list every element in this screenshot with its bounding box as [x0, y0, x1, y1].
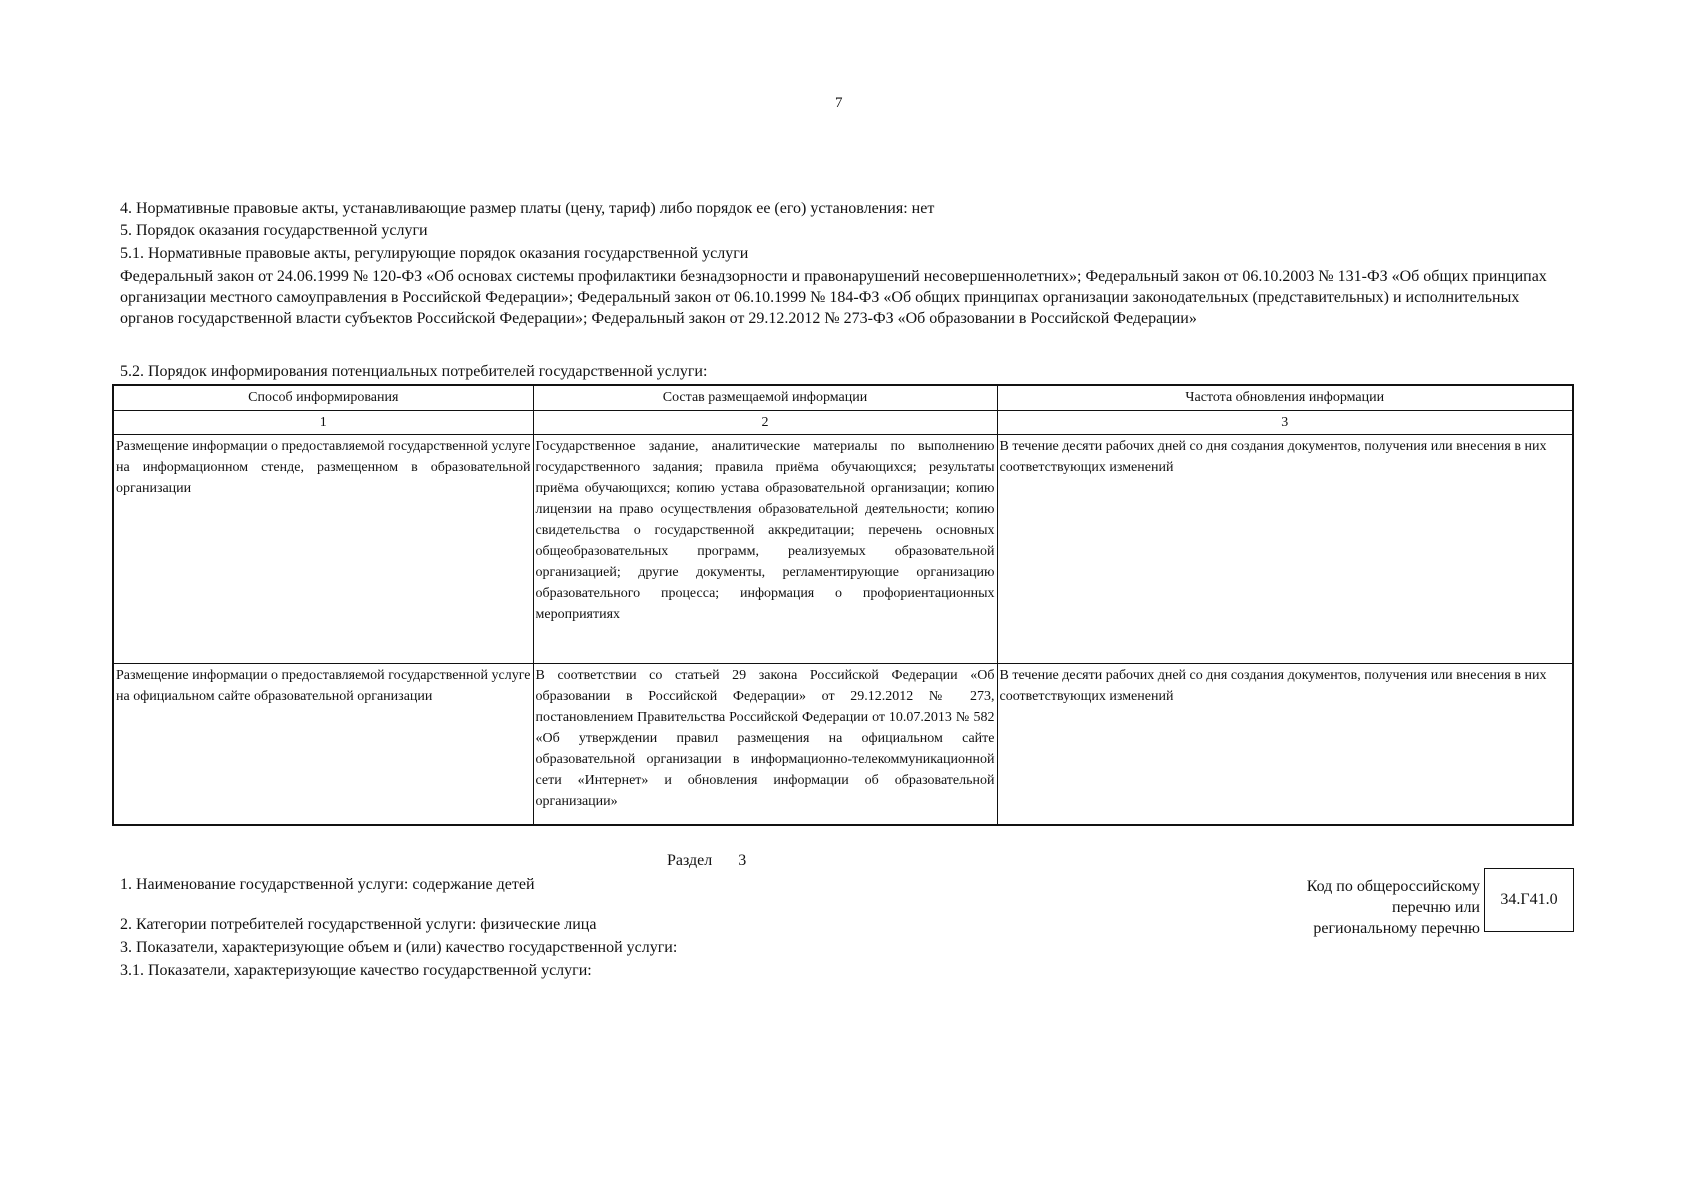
page-number: 7 — [835, 95, 843, 111]
section-label: Раздел — [667, 852, 713, 869]
cell-frequency: В течение десяти рабочих дней со дня создания документов, получения или внесения в них соответствующих изменений — [997, 664, 1573, 826]
header-content: Состав размещаемой информации — [533, 385, 997, 411]
section-item-3-1: 3.1. Показатели, характеризующие качество государственной услуги: — [120, 962, 592, 979]
header-frequency: Частота обновления информации — [997, 385, 1573, 411]
laws-list: Федеральный закон от 24.06.1999 № 120-ФЗ «Об основах системы профилактики безнадзорности и правонарушений несовершеннолетних»; Федеральный закон от 06.10.2003 № 131-ФЗ «Об общих принципах организации местного самоуправления в Российской Федерации»; Федеральный закон от 06.10.1999 № 184-ФЗ «Об общих принципах организации законодательных (представительных) и исполнительных органов государственной власти субъектов Российской Федерации»; Федеральный закон от 29.12.2012 № 273-ФЗ «Об образовании в Российской Федерации» — [120, 268, 1547, 327]
table-row — [113, 435, 1573, 664]
table-header-row — [113, 385, 1573, 411]
column-number-3: 3 — [997, 411, 1573, 435]
code-label-line-3: региональному перечню — [1313, 920, 1480, 937]
code-value-box — [1484, 868, 1574, 932]
cell-method: Размещение информации о предоставляемой государственной услуге на официальном сайте образовательной организации — [113, 664, 533, 826]
table-row — [113, 664, 1573, 826]
table-number-row — [113, 411, 1573, 435]
header-method: Способ информирования — [113, 385, 533, 411]
paragraph-5-1: 5.1. Нормативные правовые акты, регулирующие порядок оказания государственной услуги — [120, 245, 749, 262]
code-label-line-1: Код по общероссийскому — [1306, 878, 1480, 895]
section-heading — [667, 852, 746, 870]
cell-content: Государственное задание, аналитические материалы по выполнению государственного задания; правила приёма обучающихся; результаты приёма обучающихся; копию устава образовательной организации; копию лицензии на право осуществления образовательной деятельности; копию свидетельства о государственной аккредитации; перечень основных общеобразовательных программ, реализуемых образовательной организацией; другие документы, регламентирующие организацию образовательного процесса; информация о профориентационных мероприятиях — [533, 435, 997, 664]
column-number-1: 1 — [113, 411, 533, 435]
cell-frequency: В течение десяти рабочих дней со дня создания документов, получения или внесения в них соответствующих изменений — [997, 435, 1573, 664]
cell-content: В соответствии со статьей 29 закона Российской Федерации «Об образовании в Российской Федерации» от 29.12.2012 № 273, постановлением Правительства Российской Федерации от 10.07.2013 № 582 «Об утверждении правил размещения на официальном сайте образовательной организации в информационно-телекоммуникационной сети «Интернет» и обновления информации об образовательной организации» — [533, 664, 997, 826]
section-item-2: 2. Категории потребителей государственной услуги: физические лица — [120, 916, 597, 933]
paragraph-5-2: 5.2. Порядок информирования потенциальных потребителей государственной услуги: — [120, 363, 708, 380]
code-label — [1240, 876, 1480, 939]
informing-table — [112, 384, 1574, 826]
column-number-2: 2 — [533, 411, 997, 435]
section-number: 3 — [738, 852, 747, 869]
code-value: 34.Г41.0 — [1500, 891, 1558, 908]
paragraph-5: 5. Порядок оказания государственной услуги — [120, 222, 428, 239]
cell-method: Размещение информации о предоставляемой государственной услуге на информационном стенде, размещенном в образовательной организации — [113, 435, 533, 664]
section-item-3: 3. Показатели, характеризующие объем и (или) качество государственной услуги: — [120, 939, 678, 956]
code-label-line-2: перечню или — [1391, 899, 1480, 916]
section-item-1: 1. Наименование государственной услуги: содержание детей — [120, 876, 535, 893]
paragraph-4: 4. Нормативные правовые акты, устанавливающие размер платы (цену, тариф) либо порядок ее (его) установления: нет — [120, 200, 935, 217]
